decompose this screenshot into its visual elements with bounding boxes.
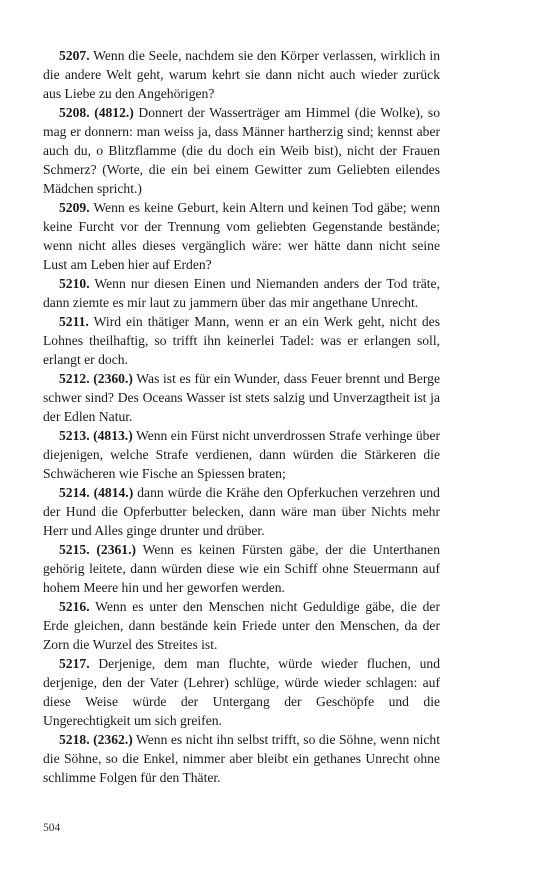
entry-number: 5208.: [59, 105, 90, 120]
entry-5212: [43, 369, 440, 426]
page-number: 504: [43, 822, 61, 834]
entry-cross-reference: (2362.): [93, 732, 133, 747]
entry-text: Wenn es keine Geburt, kein Altern und keinen Tod gäbe; wenn keine Furcht vor der Trennung vom geliebten Gegenstande bestände; wenn nicht alles dieses vergänglich wäre: wer hätte dann nicht seine Lust am Leben hier auf Erden?: [43, 200, 440, 272]
entry-5218: [43, 730, 440, 787]
entry-text: Wenn die Seele, nachdem sie den Körper verlassen, wirklich in die andere Welt geht, warum kehrt sie dann nicht auch wieder zurück aus Liebe zu den Angehörigen?: [43, 48, 440, 101]
entry-text: Wenn es nicht ihn selbst trifft, so die Söhne, wenn nicht die Söhne, so die Enkel, nimmer aber bleibt ein gethanes Unrecht ohne schlimme Folgen für den Thäter.: [43, 732, 441, 785]
entry-number: 5213.: [59, 428, 90, 443]
entry-number: 5214.: [59, 485, 90, 500]
entry-5214: [43, 483, 440, 540]
entry-text: dann würde die Krähe den Opferkuchen verzehren und der Hund die Opferbutter belecken, dann wäre man über Nichts mehr Herr und Alles ginge drunter und drüber.: [43, 485, 440, 538]
entry-5208: [43, 103, 440, 198]
entry-number: 5210.: [59, 276, 90, 291]
entry-cross-reference: (2361.): [96, 542, 137, 557]
entry-number: 5216.: [59, 599, 90, 614]
entry-5210: [43, 274, 440, 312]
entry-text: Derjenige, dem man fluchte, würde wieder fluchen, und derjenige, den der Vater (Lehrer) schlüge, würde wieder schlagen: auf diese Weise würde der Untergang der Geschöpfe und die Ungerechtigkeit um sich greifen.: [43, 656, 440, 728]
entry-text: Wenn es unter den Menschen nicht Geduldige gäbe, die der Erde gleichen, dann bestände kein Friede unter den Menschen, da der Zorn die Wurzel des Streites ist.: [43, 599, 440, 652]
entry-number: 5217.: [59, 656, 90, 671]
entry-text: Wenn nur diesen Einen und Niemanden anders der Tod träte, dann ziemte es mir laut zu jammern über das mir angethane Unrecht.: [43, 276, 440, 310]
entry-number: 5218.: [59, 732, 90, 747]
entry-cross-reference: (4814.): [93, 485, 134, 500]
entry-5217: [43, 654, 440, 730]
entry-text: Wenn ein Fürst nicht unverdrossen Strafe verhinge über diejenigen, welche Strafe verdienen, dann würden die Stärkeren die Schwächeren wie Fische an Spiessen braten;: [43, 428, 441, 481]
entry-number: 5207.: [59, 48, 90, 63]
entry-5215: [43, 540, 440, 597]
entry-cross-reference: (4813.): [93, 428, 133, 443]
entry-text: Wenn es keinen Fürsten gäbe, der die Unterthanen gehörig leitete, dann würden diese wie ein Schiff ohne Steuermann auf hohem Meere hin und her geworfen werden.: [43, 542, 440, 595]
entry-text: Donnert der Wasserträger am Himmel (die Wolke), so mag er donnern: man weiss ja, dass Männer hartherzig sind; kennst aber auch du, o Blitzflamme (die du doch ein Weib bist), nicht der Frauen Schmerz? (Worte, die ein bei einem Gewitter zum Geliebten eilendes Mädchen spricht.): [43, 105, 440, 196]
entry-5207: [43, 46, 440, 103]
entry-text: Was ist es für ein Wunder, dass Feuer brennt und Berge schwer sind? Des Oceans Wasser ist stets salzig und Unverzagtheit ist ja der Edlen Natur.: [43, 371, 440, 424]
page-body: [43, 46, 440, 787]
entry-cross-reference: (2360.): [93, 371, 133, 386]
entry-text: Wird ein thätiger Mann, wenn er an ein Werk geht, nicht des Lohnes theilhaftig, so trifft ihn keinerlei Tadel: was er erlangen soll, erlangt er doch.: [43, 314, 440, 367]
entry-number: 5212.: [59, 371, 90, 386]
entry-number: 5211.: [59, 314, 89, 329]
entry-number: 5209.: [59, 200, 90, 215]
entry-cross-reference: (4812.): [94, 105, 134, 120]
entry-5211: [43, 312, 440, 369]
entry-number: 5215.: [59, 542, 90, 557]
entry-5213: [43, 426, 440, 483]
entry-5209: [43, 198, 440, 274]
entry-5216: [43, 597, 440, 654]
